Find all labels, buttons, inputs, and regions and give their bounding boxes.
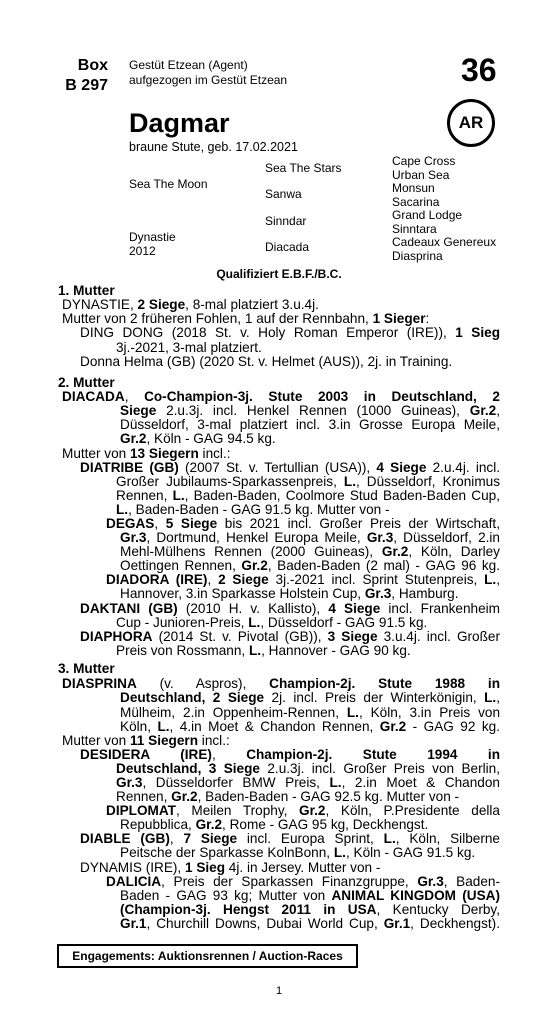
- text-line: Siege 2.u.3j. incl. Henkel Rennen (1000 Guineas), Gr.2,: [120, 403, 500, 418]
- horse-name: Dagmar: [129, 108, 230, 138]
- text-line: Repubblica, Gr.2, Rome - GAG 95 kg, Deckhengst.: [120, 817, 429, 832]
- text-line: Baden - GAG 93 kg; Mutter von ANIMAL KINGDOM (USA): [120, 888, 500, 903]
- pedigree-gen3-item: Monsun: [392, 181, 435, 195]
- pedigree-dam-sire: Sinndar: [265, 214, 307, 228]
- text-line: (Champion-3j. Hengst 2011 in USA, Kentucky Derby,: [120, 902, 500, 917]
- engagements-box: Engagements: Auktionsrennen / Auction-Races: [57, 944, 358, 968]
- text-line: DYNAMIS (IRE), 1 Sieg 4j. in Jersey. Mutter von -: [80, 860, 381, 875]
- pedigree-gen3-item: Sinntara: [392, 221, 437, 236]
- text-line: Mutter von 13 Siegern incl.:: [62, 446, 231, 461]
- pedigree-gen3-item: Grand Lodge: [392, 208, 463, 222]
- breeder-info: [129, 58, 287, 88]
- text-line: Hannover, 3.in Sparkasse Holstein Cup, Gr.3, Hamburg.: [120, 586, 459, 601]
- box-label: Box: [77, 57, 108, 74]
- text-line: Gr.1, Churchill Downs, Dubai World Cup, Gr.1, Deckhengst).: [120, 916, 500, 931]
- box-number: [60, 56, 108, 96]
- pedigree-gen3-item: Urban Sea: [392, 167, 450, 182]
- text-line: Rennen, L., Baden-Baden, Coolmore Stud Baden-Baden Cup,: [116, 488, 500, 503]
- breeder-name: Gestüt Etzean (Agent): [129, 58, 248, 72]
- text-line: Preis von Rossmann, L., Hannover - GAG 90 kg.: [116, 643, 411, 658]
- text-line: DIAPHORA (2014 St. v. Pivotal (GB)), 3 Siege 3.u.4j. incl. Großer: [80, 629, 500, 644]
- text-line: DIATRIBE (GB) (2007 St. v. Tertullian (USA)), 4 Siege 2.u.4j. incl.: [80, 460, 501, 475]
- text-line: DIPLOMAT, Meilen Trophy, Gr.2, Köln, P.Presidente della: [106, 803, 500, 818]
- pedigree-dam: Dynastie: [129, 230, 176, 244]
- text-line: DAKTANI (GB) (2010 H. v. Kallisto), 4 Siege incl. Frankenheim: [80, 601, 501, 616]
- text-line: 1. Mutter: [58, 283, 115, 298]
- text-line: Deutschland, 2 Siege 2j. incl. Preis der Winterkönigin, L.,: [120, 690, 500, 705]
- horse-description: braune Stute, geb. 17.02.2021: [129, 140, 298, 154]
- text-line: L., Baden-Baden - GAG 91.5 kg. Mutter von -: [116, 502, 390, 517]
- pedigree-gen3: [392, 155, 496, 263]
- text-line: Köln, L., 4.in Moet & Chandon Rennen, Gr.2 - GAG 92 kg.: [120, 719, 500, 734]
- text-line: Gr.2, Köln - GAG 94.5 kg.: [120, 431, 276, 446]
- text-line: DALICIA, Preis der Sparkassen Finanzgruppe, Gr.3, Baden-: [106, 874, 500, 889]
- text-line: Mutter von 2 früheren Fohlen, 1 auf der Rennbahn, 1 Sieger:: [62, 311, 430, 326]
- text-line: DEGAS, 5 Siege bis 2021 incl. Großer Preis der Wirtschaft,: [106, 516, 500, 531]
- pedigree-gen3-item: Diasprina: [392, 248, 443, 263]
- qualification-note: Qualifiziert E.B.F./B.C.: [216, 267, 342, 281]
- text-line: Mutter von 11 Siegern incl.:: [62, 733, 230, 748]
- text-line: Deutschland, 3 Siege 2.u.3j. incl. Großer Preis von Berlin,: [116, 761, 500, 776]
- text-line: DIADORA (IRE), 2 Siege 3j.-2021 incl. Sprint Stutenpreis, L.,: [106, 572, 500, 587]
- text-line: DIACADA, Co-Champion-3j. Stute 2003 in Deutschland, 2: [62, 389, 500, 404]
- pedigree-gen3-item: Sacarina: [392, 194, 440, 209]
- text-line: 3. Mutter: [58, 661, 115, 676]
- text-line: Gr.3, Düsseldorfer BMW Preis, L., 2.in Moet & Chandon: [116, 775, 500, 790]
- ar-badge: AR: [447, 99, 495, 147]
- pedigree-gen3-item: Cadeaux Genereux: [392, 235, 497, 249]
- text-line: Oettingen Rennen, Gr.2, Baden-Baden (2 mal) - GAG 96 kg.: [120, 558, 500, 573]
- text-line: 2. Mutter: [58, 375, 115, 390]
- text-line: DIASPRINA (v. Aspros), Champion-2j. Stute 1988 in: [62, 676, 500, 691]
- text-line: Rennen, Gr.2, Baden-Baden - GAG 92.5 kg. Mutter von -: [116, 789, 460, 804]
- pedigree-sire-sire: Sea The Stars: [265, 161, 342, 175]
- raised-at: aufgezogen im Gestüt Etzean: [129, 73, 288, 87]
- pedigree-sire: Sea The Moon: [129, 177, 208, 191]
- pedigree-dam-dam: Diacada: [265, 240, 310, 254]
- text-line: DYNASTIE, 2 Siege, 8-mal platziert 3.u.4j.: [62, 297, 319, 312]
- text-line: Peitsche der Sparkasse KolnBonn, L., Köln - GAG 91.5 kg.: [120, 845, 476, 860]
- text-line: Großer Jubilaums-Sparkassenpreis, L., Düsseldorf, Kronimus: [116, 474, 501, 489]
- pedigree-dam-year: 2012: [129, 244, 156, 258]
- text-line: Cup - Junioren-Preis, L., Düsseldorf - GAG 91.5 kg.: [116, 615, 428, 630]
- text-line: 3j.-2021, 3-mal platziert.: [116, 340, 262, 355]
- text-line: Mehl-Mülhens Rennen (2000 Guineas), Gr.2, Köln, Darley: [120, 544, 500, 559]
- lot-number: 36: [461, 52, 497, 88]
- text-line: DING DONG (2018 St. v. Holy Roman Emperor (IRE)), 1 Sieg: [80, 325, 501, 340]
- text-line: Donna Helma (GB) (2020 St. v. Helmet (AUS)), 2j. in Training.: [80, 354, 453, 369]
- text-line: Gr.3, Dortmund, Henkel Europa Meile, Gr.3, Düsseldorf, 2.in: [120, 530, 500, 545]
- pedigree-sire-dam: Sanwa: [265, 187, 302, 201]
- pedigree-gen3-item: Cape Cross: [392, 154, 456, 168]
- text-line: DESIDERA (IRE), Champion-2j. Stute 1994 in: [80, 747, 501, 762]
- text-line: Mülheim, 2.in Oppenheim-Rennen, L., Köln, 3.in Preis von: [120, 705, 500, 720]
- box-code: B 297: [65, 77, 108, 94]
- text-line: DIABLE (GB), 7 Siege incl. Europa Sprint, L., Köln, Silberne: [80, 831, 500, 846]
- text-line: Düsseldorf, 3-mal platziert incl. 3.in Grosse Europa Meile,: [120, 417, 500, 432]
- page-number: 1: [275, 985, 283, 997]
